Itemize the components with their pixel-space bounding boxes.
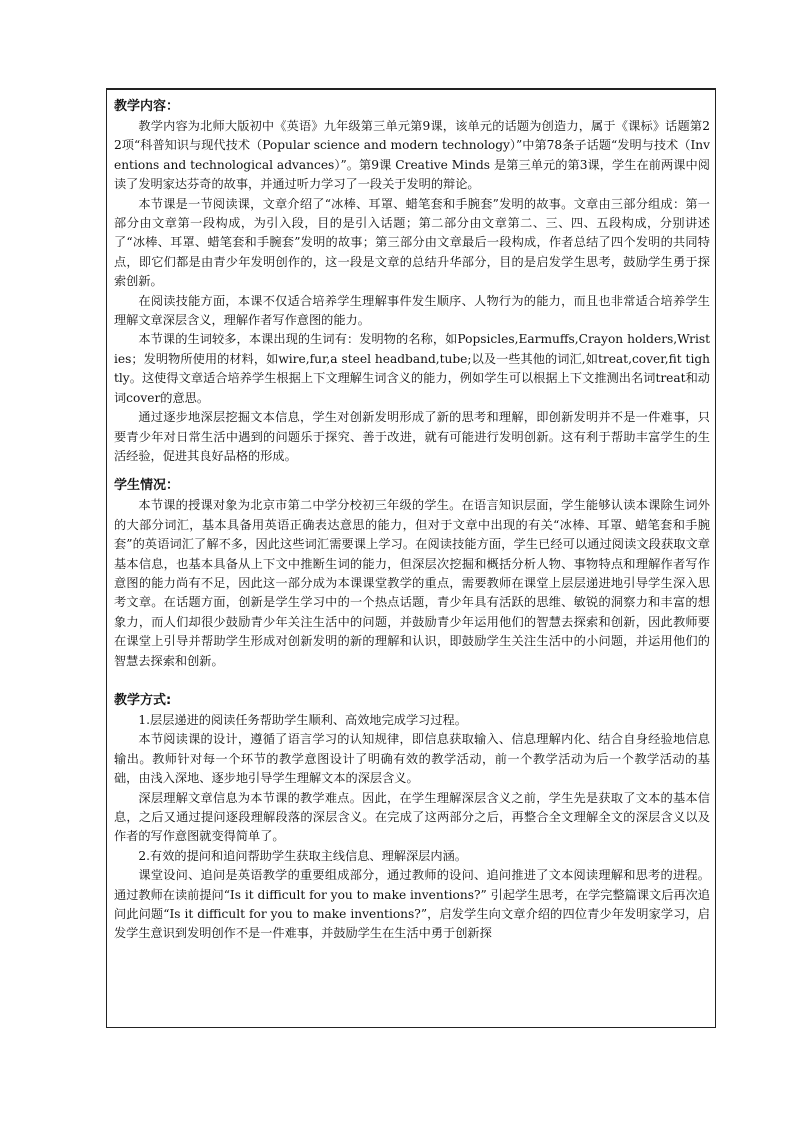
paragraph: 1.层层递进的阅读任务帮助学生顺利、高效地完成学习过程。 <box>138 712 467 727</box>
paragraph: 在阅读技能方面，本课不仅适合培养学生理解事件发生顺序、人物行为的能力，而且也非常适合培养学生理解文章深层含义，理解作者写作意图的能力。 <box>114 293 710 328</box>
section-title-teaching-method: 教学方式: <box>114 692 172 708</box>
document-page <box>106 88 716 1028</box>
section-student-situation <box>114 476 710 671</box>
paragraph: 本节课的生词较多，本课出现的生词有：发明物的名称，如Popsicles,Earmuffs,Crayon holders,Wristies；发明物所使用的材料，如wire,fur,a steel headband,tube;以及一些其他的词汇,如treat,cover,fit tightly。这使得文章适合培养学生根据上下文理解生词含义的能力，例如学生可以根据上下文推测出名词treat和动词cover的意思。 <box>114 332 710 405</box>
paragraph: 教学内容为北师大版初中《英语》九年级第三单元第9课，该单元的话题为创造力，属于《课标》话题第22项“科普知识与现代技术（Popular science and modern technology）”中第78条子话题“发明与技术（Inventions and technological advances）”。第9课 Creative Minds 是第三单元的第3课，学生在前两课中阅读了发明家达芬奇的故事，并通过听力学习了一段关于发明的辩论。 <box>114 119 710 192</box>
paragraph: 2.有效的提问和追问帮助学生获取主线信息、理解深层内涵。 <box>138 848 467 863</box>
paragraph: 深层理解文章信息为本节课的教学难点。因此，在学生理解深层含义之前，学生先是获取了文本的基本信息，之后又通过提问逐段理解段落的深层含义。在完成了这两部分之后，再整合全文理解全文的深层含义以及作者的写作意图就变得简单了。 <box>114 790 710 844</box>
section-teaching-method <box>114 691 710 944</box>
paragraph: 课堂设问、追问是英语教学的重要组成部分，通过教师的设问、追问推进了文本阅读理解和思考的进程。通过教师在读前提问“Is it difficult for you to make inventions?” 引起学生思考，在学完整篇课文后再次追问此问题“Is it difficult for you to make inventions?”，启发学生向文章介绍的四位青少年发明家学习，启发学生意识到发明创作不是一件难事，并鼓励学生在生活中勇于创新探 <box>114 868 710 941</box>
section-teaching-content <box>114 97 710 466</box>
section-title-student-situation: 学生情况： <box>114 478 180 494</box>
paragraph: 本节课的授课对象为北京市第二中学分校初三年级的学生。在语言知识层面，学生能够认读本课除生词外的大部分词汇，基本具备用英语正确表达意思的能力，但对于文章中出现的有关“冰棒、耳罩、蜡笔套和手腕套”的英语词汇了解不多，因此这些词汇需要课上学习。在阅读技能方面，学生已经可以通过阅读文段获取文章基本信息，也基本具备从上下文中推断生词的能力，但深层次挖掘和概括分析人物、事物特点和理解作者写作意图的能力尚有不足，因此这一部分成为本课课堂教学的重点，需要教师在课堂上层层递进地引导学生深入思考文章。在话题方面，创新是学生学习中的一个热点话题，青少年具有活跃的思维、敏锐的洞察力和丰富的想象力，而人们却很少鼓励青少年关注生活中的问题，并鼓励青少年运用他们的智慧去探索和创新，因此教师要在课堂上引导并帮助学生形成对创新发明的新的理解和认识，即鼓励学生关注生活中的小问题，并运用他们的智慧去探索和创新。 <box>114 498 710 668</box>
paragraph: 本节阅读课的设计，遵循了语言学习的认知规律，即信息获取输入、信息理解内化、结合自身经验地信息输出。教师针对每一个环节的教学意图设计了明确有效的教学活动，前一个教学活动为后一个教学活动的基础，由浅入深地、逐步地引导学生理解文本的深层含义。 <box>114 732 710 786</box>
document-content <box>114 97 710 954</box>
paragraph: 本节课是一节阅读课，文章介绍了“冰棒、耳罩、蜡笔套和手腕套”发明的故事。文章由三部分组成：第一部分由文章第一段构成，为引入段，目的是引入话题；第二部分由文章第二、三、四、五段构成，分别讲述了“冰棒、耳罩、蜡笔套和手腕套”发明的故事；第三部分由文章最后一段构成，作者总结了四个发明的共同特点，即它们都是由青少年发明创作的，这一段是文章的总结升华部分，目的是启发学生思考，鼓励学生勇于探索创新。 <box>114 196 710 289</box>
section-spacer <box>114 681 710 691</box>
section-title-teaching-content: 教学内容： <box>114 99 180 114</box>
paragraph: 通过逐步地深层挖掘文本信息，学生对创新发明形成了新的思考和理解，即创新发明并不是一件难事，只要青少年对日常生活中遇到的问题乐于探究、善于改进，就有可能进行发明创新。这有利于帮助丰富学生的生活经验，促进其良好品格的形成。 <box>114 410 710 463</box>
